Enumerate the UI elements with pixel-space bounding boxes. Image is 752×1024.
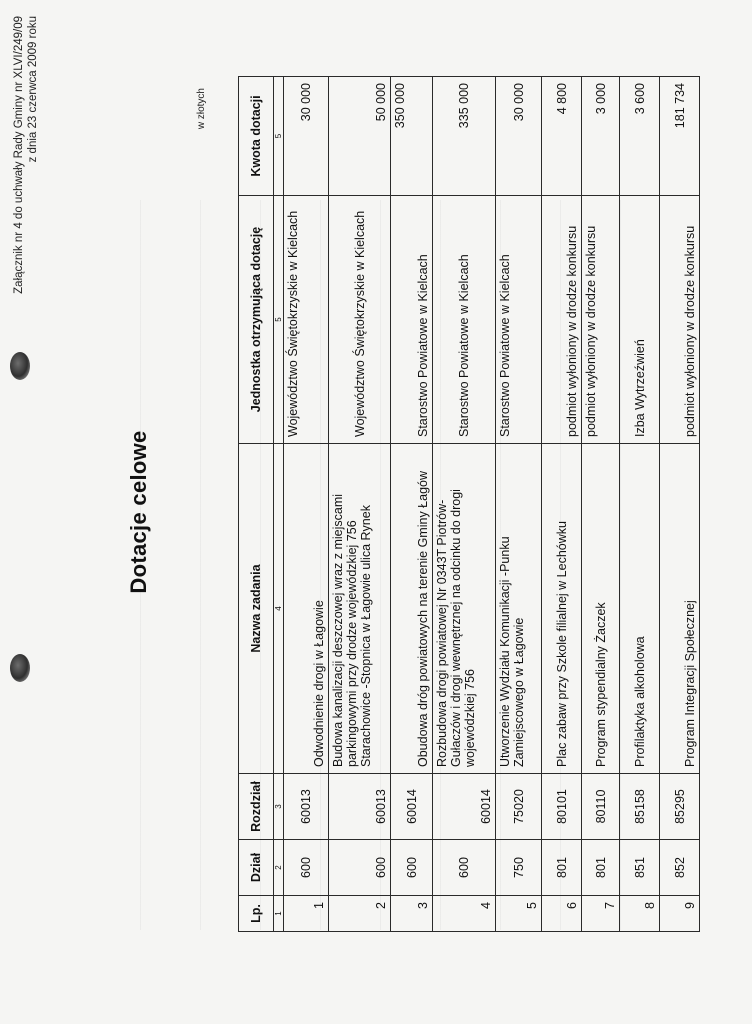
cell-dzial: 750 [496, 840, 542, 896]
cell-kwota: 30 000 [284, 77, 329, 196]
cell-dzial: 600 [284, 840, 329, 896]
cell-dzial: 801 [582, 840, 620, 896]
table-row [660, 77, 700, 932]
cell-dzial: 852 [660, 840, 700, 896]
cell-nazwa: Program Integracji Społecznej [660, 444, 700, 774]
cell-rozdzial: 80110 [582, 774, 620, 840]
cell-kwota: 181 734 [660, 77, 700, 196]
cell-jednostka: podmiot wyłoniony w drodze konkursu [542, 196, 582, 444]
col-header-rozdzial: Rozdział [239, 774, 274, 840]
column-number-row [274, 77, 284, 932]
cell-jednostka: podmiot wyłoniony w drodze konkursu [660, 196, 700, 444]
column-number: 2 [274, 840, 284, 896]
cell-nazwa: Utworzenie Wydziału Komunikacji -Punku Zamiejscowego w Łagowie [496, 444, 542, 774]
cell-lp: 3 [391, 896, 433, 932]
table-row [329, 77, 391, 932]
cell-rozdzial: 60013 [329, 774, 391, 840]
cell-kwota: 335 000 [433, 77, 496, 196]
cell-rozdzial: 85158 [620, 774, 660, 840]
attachment-note-line1: Załącznik nr 4 do uchwały Rady Gminy nr XLVI/249/09 [13, 16, 25, 294]
cell-lp: 6 [542, 896, 582, 932]
cell-rozdzial: 85295 [660, 774, 700, 840]
cell-lp: 7 [582, 896, 620, 932]
cell-rozdzial: 60014 [433, 774, 496, 840]
cell-kwota: 350 000 [391, 77, 433, 196]
cell-rozdzial: 60014 [391, 774, 433, 840]
cell-kwota: 3 600 [620, 77, 660, 196]
cell-nazwa: Program stypendialny Żaczek [582, 444, 620, 774]
cell-lp: 8 [620, 896, 660, 932]
document-title: Dotacje celowe [126, 430, 151, 594]
cell-jednostka: Województwo Świętokrzyskie w Kielcach [329, 196, 391, 444]
cell-kwota: 50 000 [329, 77, 391, 196]
cell-kwota: 3 000 [582, 77, 620, 196]
cell-jednostka: Izba Wytrzeźwień [620, 196, 660, 444]
cell-lp: 9 [660, 896, 700, 932]
table-row [620, 77, 660, 932]
table-row [284, 77, 329, 932]
table-header-row [239, 77, 274, 932]
attachment-note-line2: z dnia 23 czerwca 2009 roku [27, 16, 39, 163]
cell-dzial: 801 [542, 840, 582, 896]
table-row [391, 77, 433, 932]
col-header-nazwa: Nazwa zadania [239, 444, 274, 774]
attachment-note [12, 16, 40, 294]
cell-lp: 2 [329, 896, 391, 932]
cell-dzial: 600 [433, 840, 496, 896]
column-number: 1 [274, 896, 284, 932]
column-number: 4 [274, 444, 284, 774]
cell-rozdzial: 80101 [542, 774, 582, 840]
grants-table [238, 76, 700, 932]
column-number: 3 [274, 774, 284, 840]
col-header-jednostka: Jednostka otrzymująca dotację [239, 196, 274, 444]
cell-kwota: 30 000 [496, 77, 542, 196]
column-number: 5 [274, 196, 284, 444]
cell-kwota: 4 800 [542, 77, 582, 196]
cell-nazwa: Rozbudowa drogi powiatowej Nr 0343T Piotrów-Gułaczów i drogi wewnętrznej na odcinku do drogi wojewódzkiej 756 [433, 444, 496, 774]
cell-jednostka: Starostwo Powiatowe w Kielcach [391, 196, 433, 444]
cell-nazwa: Plac zabaw przy Szkole filialnej w Lechówku [542, 444, 582, 774]
cell-jednostka: podmiot wyłoniony w drodze konkursu [582, 196, 620, 444]
column-number: 5 [274, 77, 284, 196]
cell-rozdzial: 75020 [496, 774, 542, 840]
cell-jednostka: Województwo Świętokrzyskie w Kielcach [284, 196, 329, 444]
cell-rozdzial: 60013 [284, 774, 329, 840]
cell-dzial: 600 [329, 840, 391, 896]
col-header-kwota: Kwota dotacji [239, 77, 274, 196]
cell-jednostka: Starostwo Powiatowe w Kielcach [496, 196, 542, 444]
cell-lp: 4 [433, 896, 496, 932]
col-header-dzial: Dział [239, 840, 274, 896]
cell-lp: 1 [284, 896, 329, 932]
cell-nazwa: Profilaktyka alkoholowa [620, 444, 660, 774]
cell-jednostka: Starostwo Powiatowe w Kielcach [433, 196, 496, 444]
cell-dzial: 600 [391, 840, 433, 896]
unit-note: w złotych [196, 88, 207, 130]
table-row [542, 77, 582, 932]
cell-nazwa: Obudowa dróg powiatowych na terenie Gminy Łagów [391, 444, 433, 774]
table-row [496, 77, 542, 932]
col-header-lp: Lp. [239, 896, 274, 932]
cell-nazwa: Budowa kanalizacji deszczowej wraz z miejscami parkingowymi przy drodze wojewódzkiej 756 Starachowice -Stopnica w Łagowie ulica Rynek [329, 444, 391, 774]
table-row [582, 77, 620, 932]
cell-nazwa: Odwodnienie drogi w Łagowie [284, 444, 329, 774]
table-row [433, 77, 496, 932]
cell-lp: 5 [496, 896, 542, 932]
cell-dzial: 851 [620, 840, 660, 896]
